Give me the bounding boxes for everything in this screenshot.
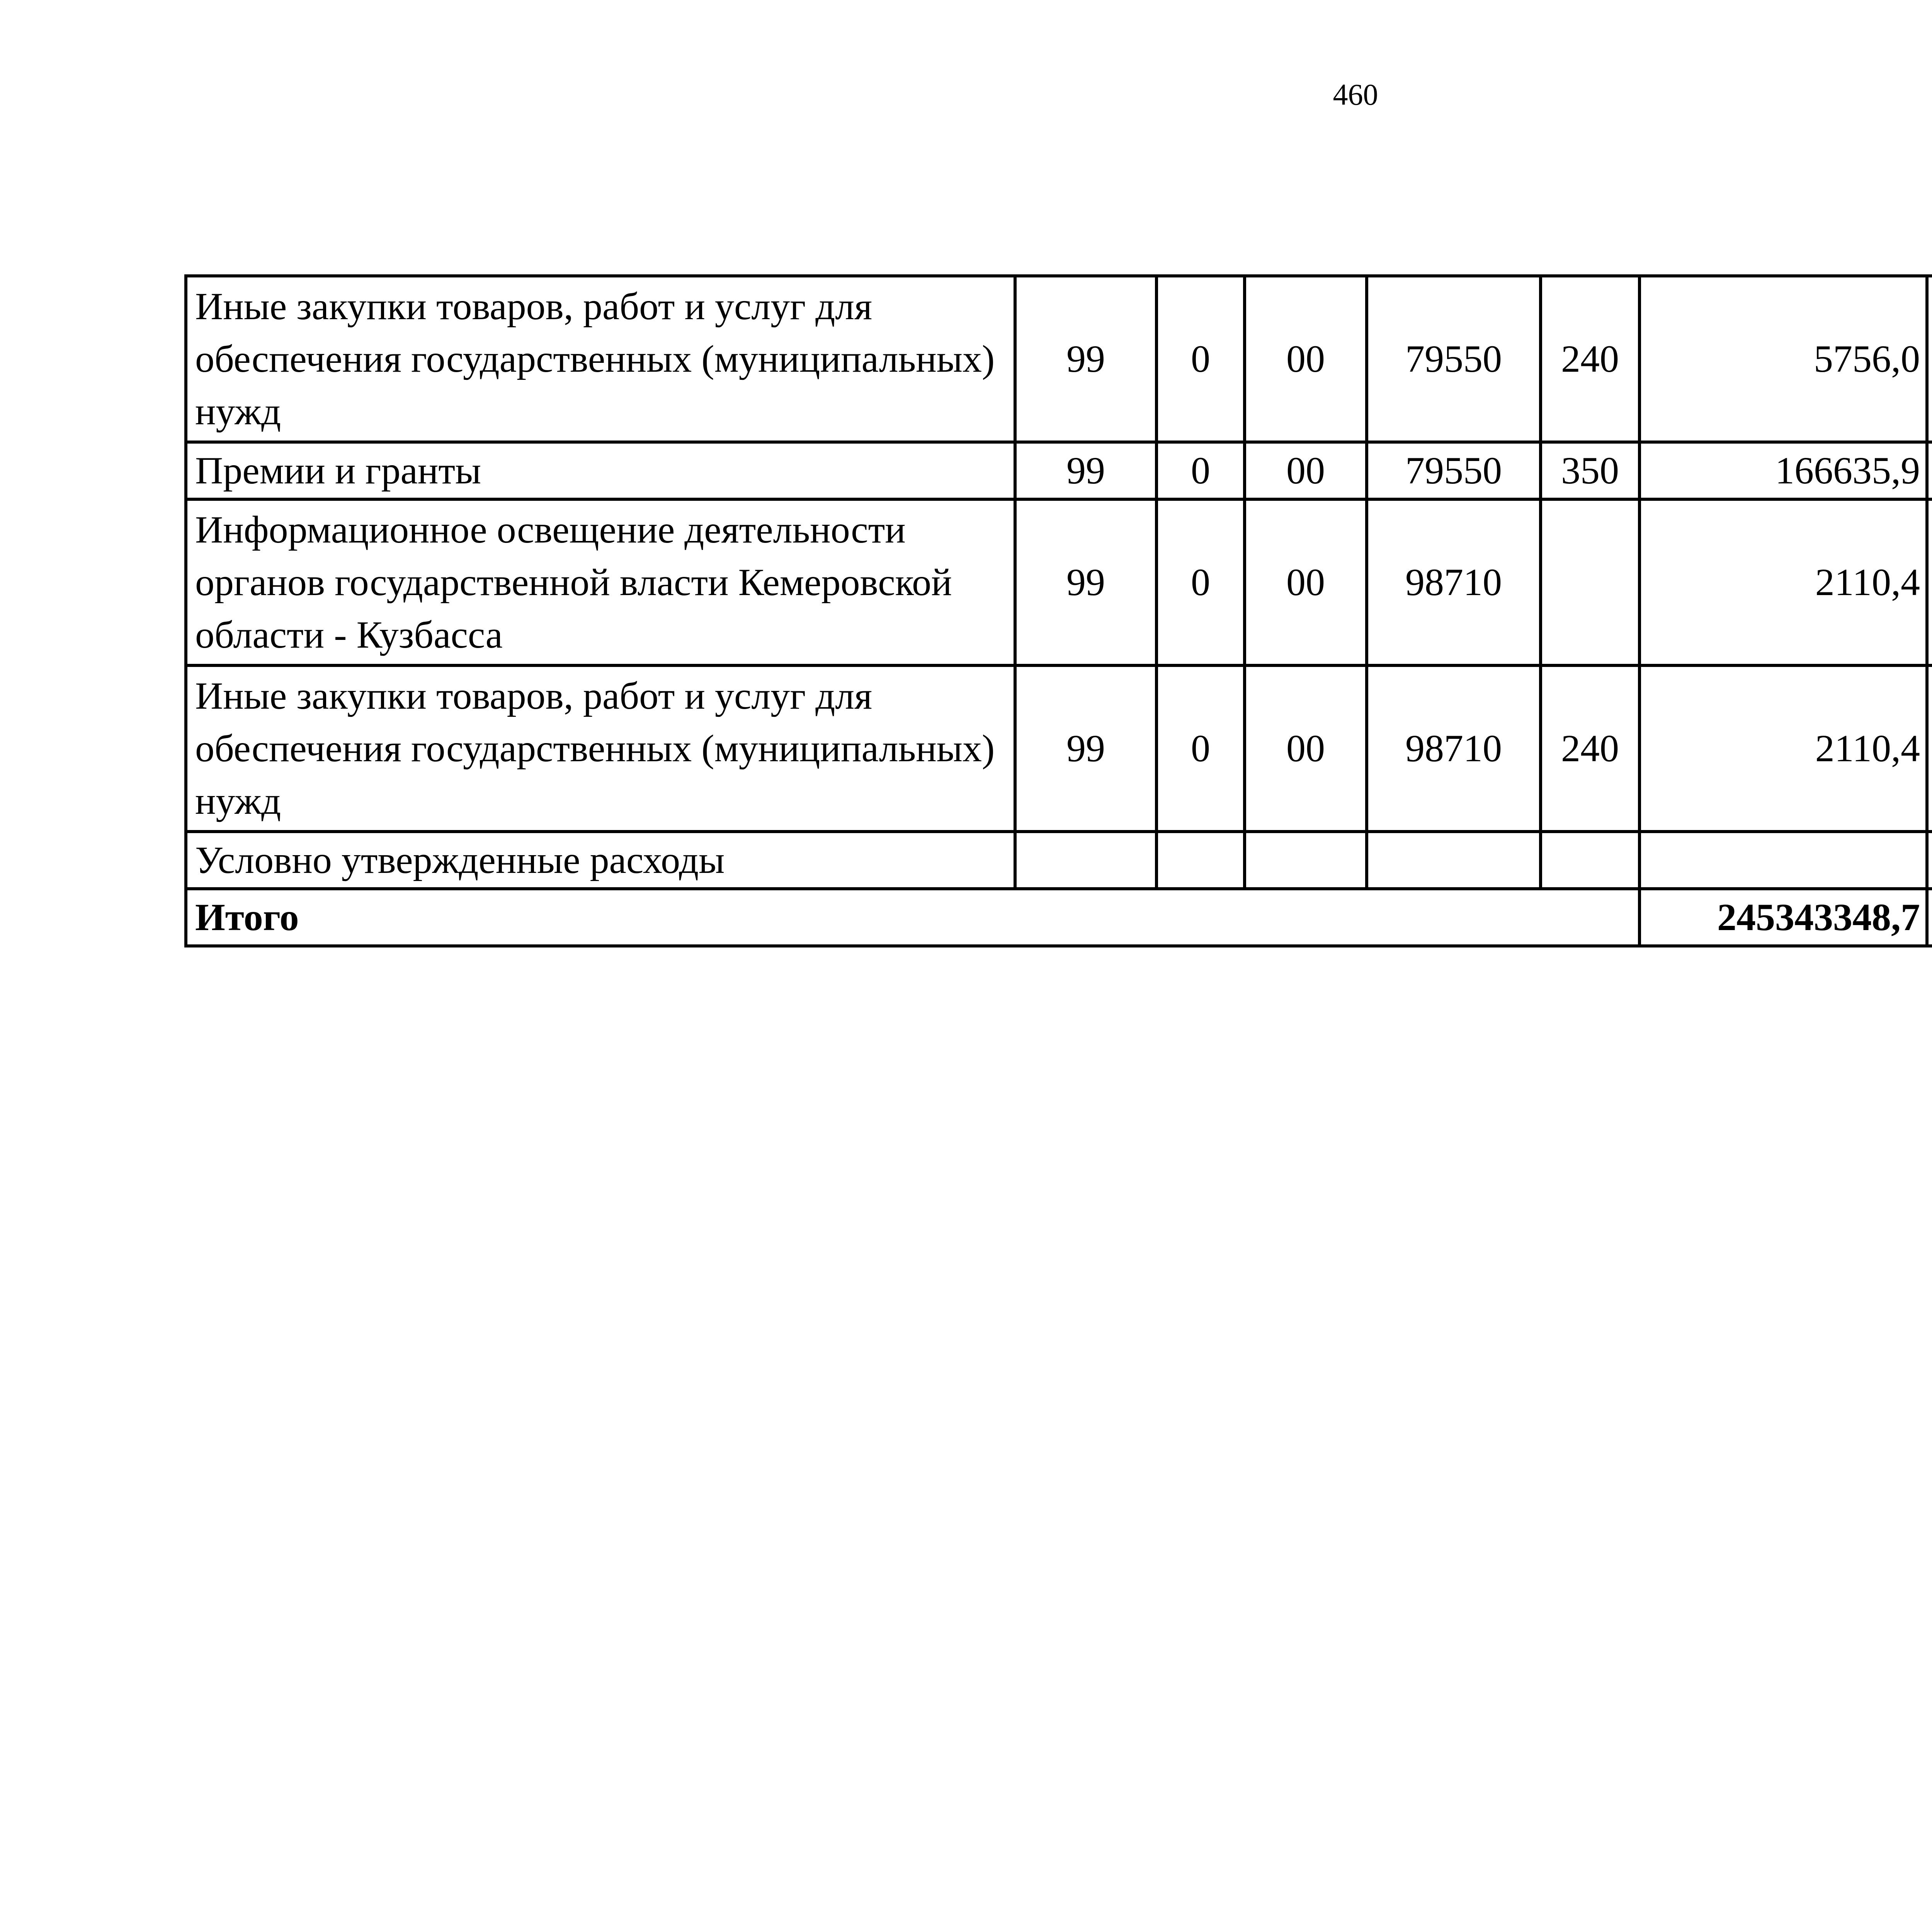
code-cell: 00 — [1245, 499, 1367, 665]
table-row — [186, 665, 1932, 832]
expense-name: Иные закупки товаров, работ и услуг для обеспечения государственных (муниципальных) нужд — [186, 665, 1015, 832]
amount-cell — [1639, 832, 1927, 889]
amount-cell: 5756,0 — [1639, 276, 1927, 442]
code-cell: 0 — [1156, 276, 1245, 442]
amount-cell — [1927, 442, 1932, 499]
expense-name: Условно утвержденные расходы — [186, 832, 1015, 889]
table-row — [186, 832, 1932, 889]
code-cell: 350 — [1541, 442, 1639, 499]
table-row — [186, 442, 1932, 499]
budget-table — [184, 274, 1932, 947]
amount-cell — [1927, 499, 1932, 665]
page-number: 460 — [1333, 78, 1378, 111]
code-cell: 00 — [1245, 665, 1367, 832]
code-cell: 99 — [1015, 442, 1156, 499]
total-row — [186, 889, 1932, 946]
expense-name: Информационное освещение деятельности органов государственной власти Кемеровской области - Кузбасса — [186, 499, 1015, 665]
code-cell: 79550 — [1367, 442, 1541, 499]
code-cell — [1541, 499, 1639, 665]
code-cell — [1541, 832, 1639, 889]
code-cell: 0 — [1156, 442, 1245, 499]
code-cell: 240 — [1541, 276, 1639, 442]
amount-cell — [1927, 276, 1932, 442]
code-cell: 98710 — [1367, 665, 1541, 832]
code-cell: 00 — [1245, 442, 1367, 499]
table-row — [186, 499, 1932, 665]
code-cell: 79550 — [1367, 276, 1541, 442]
amount-cell: 2110,4 — [1639, 665, 1927, 832]
table-row — [186, 276, 1932, 442]
code-cell: 99 — [1015, 499, 1156, 665]
code-cell: 240 — [1541, 665, 1639, 832]
amount-cell — [1927, 832, 1932, 889]
code-cell — [1367, 832, 1541, 889]
amount-cell: 166635,9 — [1639, 442, 1927, 499]
amount-cell: 2110,4 — [1639, 499, 1927, 665]
code-cell — [1156, 832, 1245, 889]
total-label: Итого — [186, 889, 1639, 946]
code-cell: 0 — [1156, 665, 1245, 832]
total-amount — [1927, 889, 1932, 946]
code-cell: 0 — [1156, 499, 1245, 665]
amount-cell — [1927, 665, 1932, 832]
code-cell: 98710 — [1367, 499, 1541, 665]
code-cell — [1015, 832, 1156, 889]
code-cell — [1245, 832, 1367, 889]
expense-name: Иные закупки товаров, работ и услуг для обеспечения государственных (муниципальных) нужд — [186, 276, 1015, 442]
total-amount: 245343348,7 — [1639, 889, 1927, 946]
code-cell: 99 — [1015, 276, 1156, 442]
expense-name: Премии и гранты — [186, 442, 1015, 499]
code-cell: 99 — [1015, 665, 1156, 832]
code-cell: 00 — [1245, 276, 1367, 442]
